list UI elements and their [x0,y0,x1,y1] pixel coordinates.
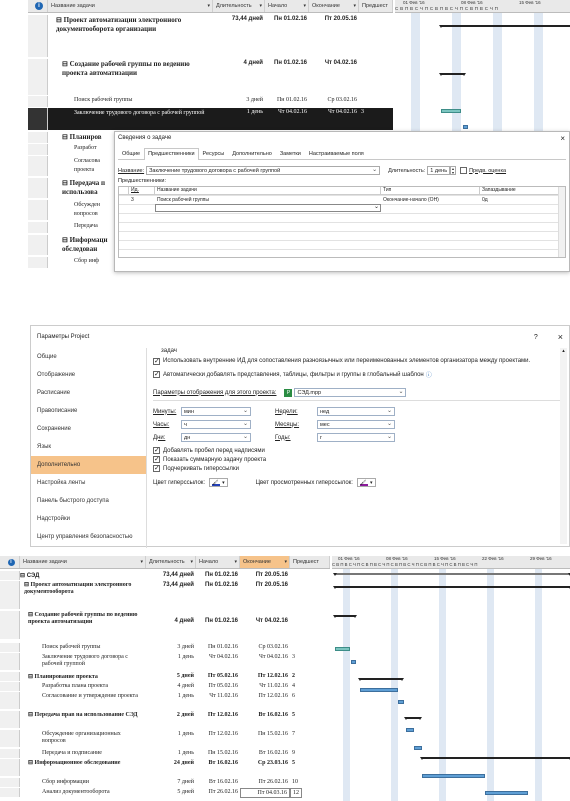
predecessor-edit-row[interactable] [155,204,381,212]
task-name: Согласование и утверждение проекта [42,693,138,699]
summary-bar[interactable] [422,757,570,759]
table-row-selected[interactable] [28,108,393,130]
summary-bar[interactable] [335,615,355,617]
task-start: Пт 12.02.16 [207,712,238,718]
panel3-gantt [332,569,570,801]
paint-bucket-icon: 🖌 [359,479,367,486]
task-start: Пн 15.02.16 [207,750,238,756]
task-duration: 1 день [177,654,194,660]
minutes-label: Минуты: [153,408,177,415]
panel1-project-view [28,0,570,272]
table-row[interactable] [0,643,290,652]
task-pred: 6 [292,693,295,699]
task-bar[interactable] [351,660,356,664]
days-label: Дни: [153,434,166,441]
col-task-name[interactable]: Название задачи ▾ [48,0,213,12]
task-bar[interactable] [441,109,461,113]
summary-bar[interactable] [335,573,570,575]
task-pred: 3 [292,654,295,660]
col-finish[interactable]: Окончание ▾ [309,0,359,12]
visited-color-button[interactable]: 🖌 ▾ [357,478,376,487]
task-duration: 1 день [246,109,263,115]
estimate-label: Предв. оценка [469,167,507,174]
table-row[interactable]: ⊟ Планирование проекта 5 дней Пт 05.02.16 Пт 12.02.16 2 [0,672,302,681]
task-finish: Ср 03.02.16 [327,97,357,103]
scrollbar[interactable] [558,187,565,257]
task-name: Сбор информации [42,779,89,785]
nav-display[interactable]: Отображение [37,372,76,378]
task-bar[interactable] [360,688,398,692]
options-scrollbar[interactable]: ▴ [560,348,567,544]
panel3-project-view [0,556,570,801]
task-name: Обсуждение организационных вопросов [42,731,121,744]
nav-language[interactable]: Язык [37,444,52,450]
task-finish: Чт 11.02.16 [259,683,288,689]
duration-label: Длительность: [388,167,426,174]
task-duration: 73,44 дней [162,582,194,588]
task-start: Пт 05.02.16 [207,673,238,679]
task-bar[interactable] [398,700,404,704]
task-name: Передача прав на использование СЭД [34,712,138,718]
name-label: Название: [118,167,145,174]
table-row[interactable]: ⊟ СЭД 73,44 дней Пн 01.02.16 Пт 20.05.16 [0,571,290,580]
duration-field[interactable]: 1 день [427,166,450,175]
paint-bucket-icon: 🖌 [212,479,219,486]
nav-schedule[interactable]: Расписание [37,390,71,396]
tab-general[interactable]: Общие [122,151,141,157]
grid-col-lag: Запаздывание [482,187,516,193]
task-start: Чт 11.02.16 [209,693,238,699]
task-finish: Чт 04.02.16 [327,109,357,115]
col-start[interactable]: Начало ▾ [265,0,309,12]
task-name-field[interactable]: Заключение трудового договора с рабочей группой ⌄ [146,166,380,175]
task-finish: Ср 03.02.16 [258,644,288,650]
cut-text: задач [161,348,177,354]
table-row[interactable] [0,653,302,670]
global-template-checkbox[interactable] [153,371,160,378]
panel3-rows [0,569,330,801]
options-content [153,348,563,548]
task-finish: Пт 20.05.16 [255,572,288,578]
table-row[interactable]: ⊟ Создание рабочей группы по ведению проекта автоматизации 4 дней Пн 01.02.16 Чт 04.02.16 [0,611,290,639]
tab-resources[interactable]: Ресурсы [202,151,225,157]
task-duration: 1 день [177,693,194,699]
task-name: Поиск рабочей группы [42,644,101,650]
week-label: 01 Фев '16 [338,556,360,561]
task-start: Чт 04.02.16 [208,654,238,660]
table-row[interactable]: Разработ [28,144,99,155]
task-name: ⊟ Проект автоматизации электронного документооборота организации [56,16,182,33]
task-start: Пн 01.02.16 [205,582,238,588]
close-icon[interactable]: × [560,133,565,143]
internal-ids-checkbox[interactable] [153,358,160,365]
dialog-tabs [118,148,566,160]
table-row[interactable]: ⊟ Информационное обследование 24 дней Вт 16.02.16 Ср 23.03.16 5 [0,759,302,776]
task-duration: 73,44 дней [231,16,263,22]
years-label: Годы: [275,434,291,441]
summary-bar[interactable] [335,586,570,588]
task-duration: 5 дней [177,789,194,795]
global-template-label: Автоматически добавлять представления, таблицы, фильтры и группы в глобальный шаблон [163,371,424,378]
task-finish: Чт 04.02.16 [255,618,288,624]
table-row[interactable] [28,59,359,95]
col-duration[interactable]: Длительность ▾ [146,556,196,568]
options-nav [31,348,147,548]
grid-col-type: Тип [381,187,480,194]
summary-bar[interactable] [441,25,570,27]
day-letters: С В П В С Ч П С В П В С Ч П С В П В С Ч П С В П В С Ч П С В П В С Ч П [332,562,478,567]
predecessors-grid [118,186,566,258]
project-select[interactable]: СЭД.mpp ⌄ [294,388,406,397]
project-options-window [30,325,570,547]
col-start[interactable]: Начало ▾ [196,556,240,568]
task-start: Пн 01.02.16 [205,618,238,624]
info-icon: ⓘ [425,373,432,379]
tab-custom-fields[interactable]: Настраиваемые поля [308,151,364,157]
hyperlink-color-button[interactable]: 🖌 ▾ [209,478,228,487]
nav-customize-ribbon[interactable]: Настройка ленты [37,480,86,486]
table-row[interactable]: Передача [28,222,100,233]
task-pred: 10 [292,779,298,785]
days-select[interactable]: дн ⌄ [181,433,251,442]
task-finish: Чт 04.02.16 [324,60,357,66]
grid-col-name: Название задачи [155,187,381,194]
nav-advanced[interactable]: Дополнительно [31,456,146,474]
task-name: Анализ документооборота [42,789,110,795]
estimate-checkbox[interactable] [460,167,467,174]
space-label: Добавлять пробел перед надписями [163,447,265,454]
nav-proofing[interactable]: Правописание [37,408,78,414]
task-start: Вт 16.02.16 [208,760,238,766]
dialog-titlebar [115,132,569,144]
grid-col-id: Ид. [129,187,155,194]
task-start: Пн 01.02.16 [274,60,307,66]
nav-general[interactable]: Общие [37,354,57,360]
summary-task-checkbox[interactable] [153,456,160,463]
task-duration: 4 дней [174,618,194,624]
task-name: Информационное обследование [34,760,121,766]
internal-ids-label: Использовать внутренние ИД для сопоставления разноязычных или переименованных элементов организатора между проектами. [163,358,531,364]
chevron-down-icon[interactable]: ⌄ [373,204,379,210]
day-letters: С В П В С Ч П С В П В С Ч П С В П В С Ч П [395,6,499,11]
task-start: Пт 26.02.16 [208,789,238,795]
visited-hyperlink-color-label: Цвет просмотренных гиперссылок: [255,479,353,486]
weeks-select[interactable]: нед ⌄ [317,407,395,416]
panel3-timeline-header [332,556,570,569]
table-row[interactable] [0,749,302,758]
task-start: Пн 01.02.16 [205,572,238,578]
duration-spinner[interactable]: ▴ ▾ [452,166,455,175]
week-label: 22 Фев '16 [482,556,504,561]
task-duration: 3 дней [177,644,194,650]
summary-bar[interactable] [441,73,464,75]
table-row[interactable] [28,15,359,57]
task-info-dialog [114,131,570,272]
panel1-timeline-header [395,0,570,13]
task-pred: 3 [361,109,364,115]
task-finish: Пн 15.02.16 [257,731,288,737]
week-label: 01 Фев '16 [403,0,425,5]
task-finish: Ср 23.03.16 [257,760,288,766]
close-icon[interactable]: × [557,332,563,342]
summary-bar[interactable] [360,678,402,680]
task-start: Пн 01.02.16 [207,644,238,650]
table-row[interactable] [0,682,302,691]
task-duration: 2 дней [176,712,194,718]
table-row[interactable] [0,788,302,798]
task-name: Поиск рабочей группы [74,97,133,103]
task-name: Заключение трудового договора с рабочей группой [42,654,128,667]
task-start: Чт 04.02.16 [277,109,307,115]
week-label: 29 Фев '16 [530,556,552,561]
task-duration: 5 дней [176,673,194,679]
task-finish: Вт 16.02.16 [258,750,288,756]
task-bar[interactable] [463,125,468,129]
years-select[interactable]: г ⌄ [317,433,395,442]
task-finish: Пт 12.02.16 [258,693,288,699]
task-start: Вт 16.02.16 [208,779,238,785]
info-column-icon[interactable]: i [28,0,48,12]
predecessor-row[interactable]: 3 Поиск рабочей группы Окончание-начало (ОН) 0д [131,196,488,203]
task-name: СЭД [26,573,40,579]
task-name: Разработка плана проекта [42,683,108,689]
col-finish[interactable]: Окончание ▾ [240,556,290,568]
table-row[interactable] [0,778,302,787]
task-finish: Чт 04.02.16 [258,654,288,660]
months-label: Месяцы: [275,421,300,428]
nav-trust-center[interactable]: Центр управления безопасностью [37,534,133,540]
task-bar[interactable] [422,774,485,778]
minutes-select[interactable]: мин ⌄ [181,407,251,416]
task-start: Пн 01.02.16 [274,16,307,22]
summary-task-label: Показать суммарную задачу проекта [163,456,267,463]
task-finish: Пт 20.05.16 [255,582,288,588]
task-bar[interactable] [414,746,422,750]
task-duration: 3 дней [246,97,263,103]
table-row[interactable] [0,730,302,747]
week-label: 15 Фев '16 [519,0,541,5]
task-finish: Пт 20.05.16 [324,16,357,22]
task-finish: Пт 04.03.16 [240,788,290,798]
table-row[interactable]: Согласова проекта [28,156,110,176]
options-titlebar [31,326,569,348]
task-bar[interactable] [406,728,414,732]
task-start: Пт 12.02.16 [208,731,238,737]
task-bar[interactable] [335,647,350,651]
project-file-icon: P [284,389,292,397]
task-pred: 5 [292,712,295,718]
col-duration[interactable]: Длительность ▾ [213,0,265,12]
nav-save[interactable]: Сохранение [37,426,71,432]
summary-bar[interactable] [406,717,420,719]
task-name: ⊟ Создание рабочей группы по ведению проекта автоматизации [62,60,190,77]
task-pred: 5 [292,760,295,766]
hours-select[interactable]: ч ⌄ [181,420,251,429]
task-name: Проект автоматизации электронного документооборота [24,582,132,595]
tab-predecessors[interactable]: Предшественники [144,148,198,160]
tab-advanced[interactable]: Дополнительно [232,151,272,157]
task-duration: 1 день [177,731,194,737]
task-name: Передача и подписание [42,750,102,756]
task-pred: 12 [290,788,302,798]
week-label: 08 Фев '16 [461,0,483,5]
hours-label: Часы: [153,421,170,428]
options-title: Параметры Project [37,334,90,340]
task-duration: 24 дней [173,760,194,766]
task-duration: 4 дней [243,60,263,66]
task-name: Планирование проекта [34,674,98,680]
col-pred[interactable]: Предшест [290,556,330,568]
task-duration: 4 дней [177,683,194,689]
col-pred[interactable]: Предшест [359,0,393,12]
week-label: 15 Фев '16 [434,556,456,561]
table-row[interactable]: ⊟ Проект автоматизации электронного документооборота 73,44 дней Пн 01.02.16 Пт 20.05.16 [0,581,290,609]
task-name: Заключение трудового договора с рабочей группой [74,110,205,116]
task-duration: 73,44 дней [162,572,194,578]
info-column-icon[interactable]: i [0,556,20,568]
tab-notes[interactable]: Заметки [279,151,301,157]
table-row[interactable]: ⊟ Планиров [28,132,104,143]
task-duration: 7 дней [177,779,194,785]
nav-quick-access[interactable]: Панель быстрого доступа [37,498,109,504]
table-row[interactable]: Обсужден вопросов [28,200,112,220]
task-finish: Пт 26.02.16 [258,779,288,785]
task-start: Пт 05.02.16 [208,683,238,689]
space-checkbox[interactable] [153,447,160,454]
table-row[interactable] [28,96,359,107]
task-pred: 2 [292,673,295,679]
task-pred: 9 [292,750,295,756]
task-finish: Вт 16.02.16 [258,712,288,718]
dialog-title: Сведения о задаче [118,135,172,141]
task-duration: 1 день [177,750,194,756]
task-pred: 7 [292,731,295,737]
underline-label: Подчеркивать гиперссылки [163,465,239,472]
display-section-label: Параметры отображения для этого проекта: [153,389,277,396]
task-pred: 4 [292,683,295,689]
task-finish: Пт 12.02.16 [257,673,288,679]
predecessors-label: Предшественники: [118,178,166,184]
table-row[interactable] [0,692,302,709]
table-row[interactable]: Сбор инф [28,257,101,268]
table-row[interactable]: ⊟ Передача прав на использование СЭД 2 дней Пт 12.02.16 Вт 16.02.16 5 [0,711,302,728]
task-name: Создание рабочей группы по ведению проекта автоматизации [28,612,138,625]
help-icon[interactable]: ? [533,333,538,341]
weeks-label: Недели: [275,408,298,415]
table-row[interactable]: ⊟ Передача п использова [28,178,114,198]
underline-checkbox[interactable] [153,465,160,472]
nav-addins[interactable]: Надстройки [37,516,70,522]
hyperlink-color-label: Цвет гиперссылок: [153,479,206,486]
col-task-name[interactable]: Название задачи ▾ [20,556,146,568]
week-label: 08 Фев '16 [386,556,408,561]
task-start: Пн 01.02.16 [276,97,307,103]
task-bar[interactable] [485,791,528,795]
panel3-header [0,556,330,569]
months-select[interactable]: мес ⌄ [317,420,395,429]
panel1-header [28,0,393,13]
table-row[interactable]: ⊟ Информаци обследован [28,235,114,255]
